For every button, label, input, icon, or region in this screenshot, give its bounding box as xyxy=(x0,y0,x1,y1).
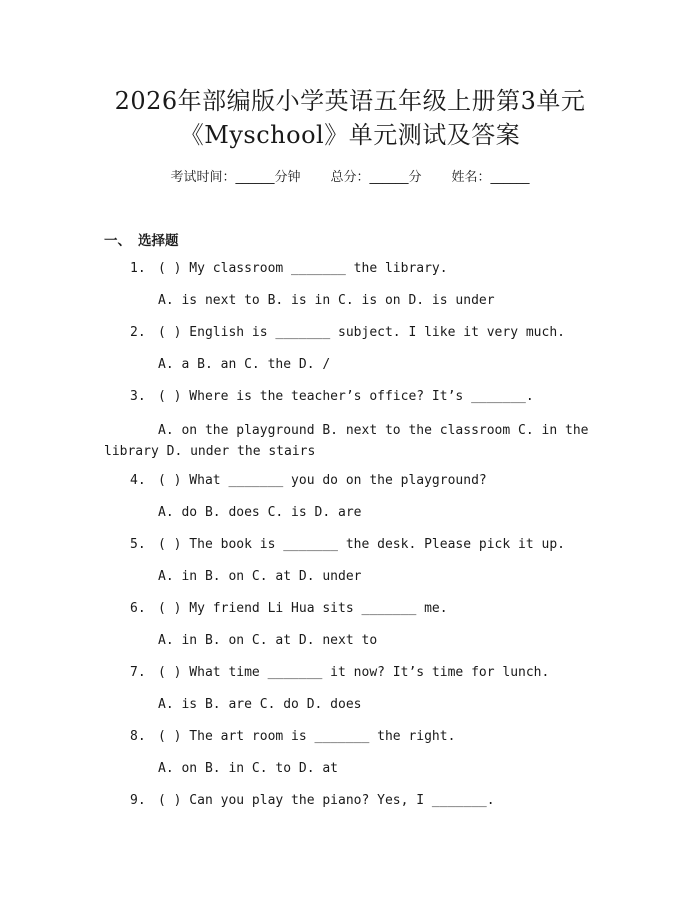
exam-time-label: 考试时间：______分钟 xyxy=(170,170,301,185)
question-number: 9. xyxy=(130,793,146,808)
section-title: 选择题 xyxy=(138,233,179,249)
question-text: ( ) My friend Li Hua sits _______ me. xyxy=(158,601,448,616)
section-heading xyxy=(104,229,179,249)
question-options: A. in B. on C. at D. under xyxy=(158,569,362,584)
question-text: ( ) The book is _______ the desk. Please pick it up. xyxy=(158,537,565,552)
question-number: 2. xyxy=(130,325,146,340)
question-options: A. on the playground B. next to the classroom C. in the library D. under the stairs xyxy=(104,423,589,459)
question-text: ( ) My classroom _______ the library. xyxy=(158,261,448,276)
page-title-line-1: 2026年部编版小学英语五年级上册第3单元 xyxy=(114,87,586,115)
question-text: ( ) English is _______ subject. I like it very much. xyxy=(158,325,565,340)
total-score-label: 总分：______分 xyxy=(330,170,422,185)
question-options: A. on B. in C. to D. at xyxy=(158,761,339,776)
question-number: 4. xyxy=(130,473,146,488)
question-number: 7. xyxy=(130,665,146,680)
exam-meta xyxy=(0,168,700,188)
question-number: 8. xyxy=(130,729,146,744)
question-text: ( ) What time _______ it now? It’s time for lunch. xyxy=(158,665,550,680)
question-number: 1. xyxy=(130,261,146,276)
question-number: 6. xyxy=(130,601,146,616)
question-options: A. in B. on C. at D. next to xyxy=(158,633,378,648)
question-options: A. is B. are C. do D. does xyxy=(158,697,362,712)
student-name-label: 姓名：______ xyxy=(451,170,530,185)
question-text: ( ) Can you play the piano? Yes, I _______. xyxy=(158,793,495,808)
question-options: A. do B. does C. is D. are xyxy=(158,505,362,520)
section-number: 一、 xyxy=(104,233,131,249)
question-number: 3. xyxy=(130,389,146,404)
question-text: ( ) Where is the teacher’s office? It’s _______. xyxy=(158,389,534,404)
question-options: A. a B. an C. the D. / xyxy=(158,357,331,372)
page-title-line-2: 《Myschool》单元测试及答案 xyxy=(179,121,521,149)
question-text: ( ) The art room is _______ the right. xyxy=(158,729,456,744)
question-number: 5. xyxy=(130,537,146,552)
question-options: A. is next to B. is in C. is on D. is under xyxy=(158,293,495,308)
question-text: ( ) What _______ you do on the playground? xyxy=(158,473,487,488)
